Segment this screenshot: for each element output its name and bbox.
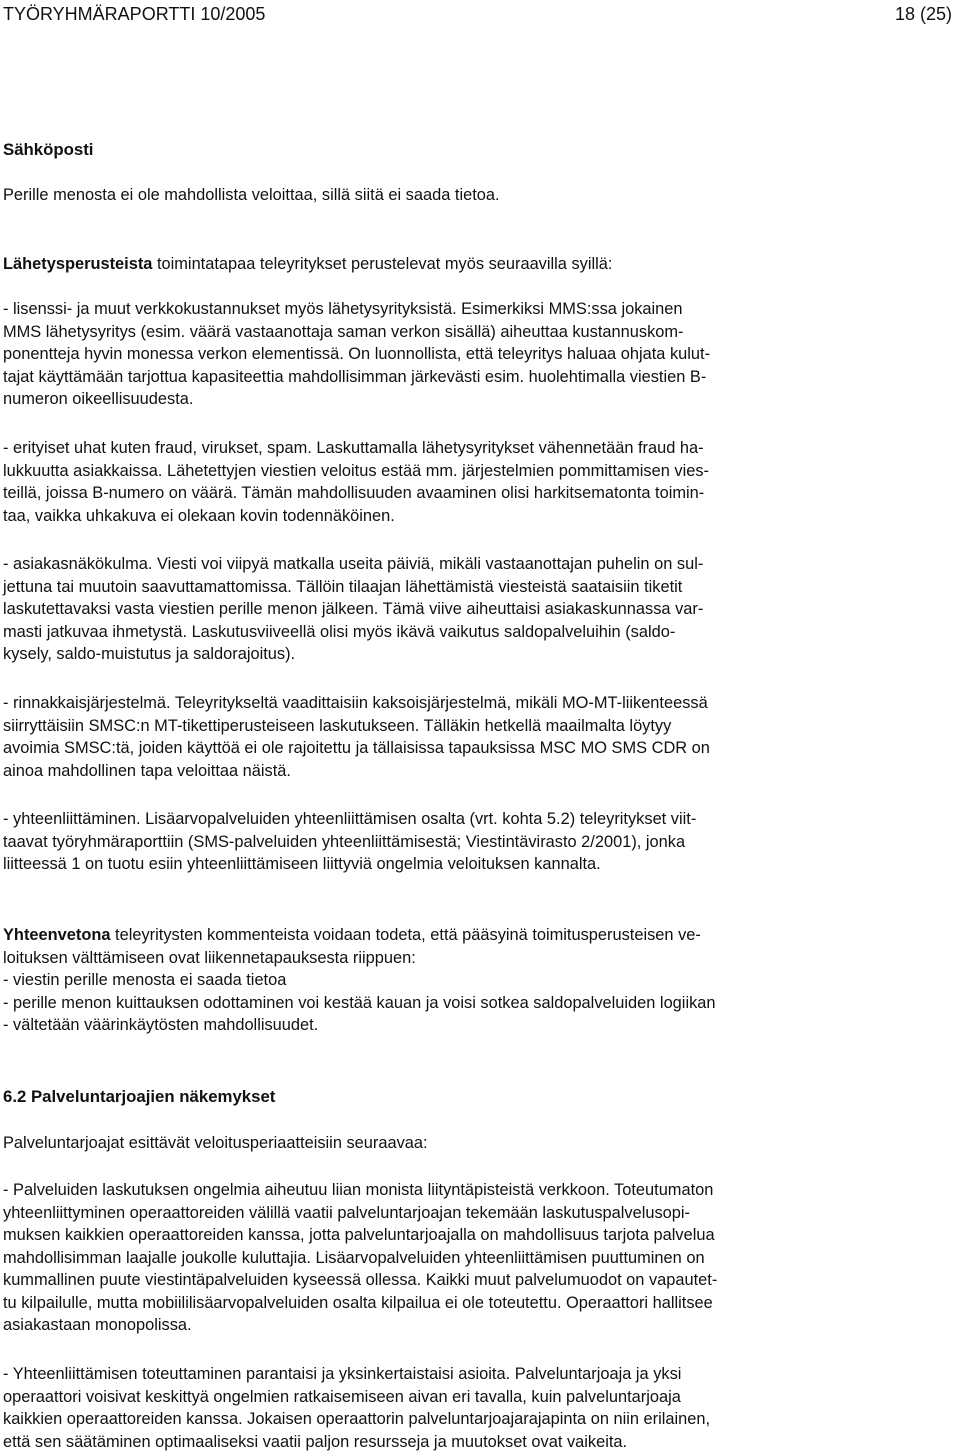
text-line: - rinnakkaisjärjestelmä. Teleyritykseltä vaadittaisiin kaksoisjärjestelmä, mikäli MO-MT-liikenteessä — [3, 694, 708, 712]
text-line: - Yhteenliittämisen toteuttaminen parantaisi ja yksinkertaistaisi asioita. Palveluntarjoaja ja yksi — [3, 1365, 682, 1383]
text-line: - asiakasnäkökulma. Viesti voi viipyä matkalla useita päiviä, mikäli vastaanottajan puhelin on sul- — [3, 555, 704, 573]
threats-paragraph — [3, 437, 955, 527]
text-line: muksen kaikkien operaattoreiden kanssa, jotta palveluntarjoajalla on mahdollisuus tarjota palvelua — [3, 1226, 715, 1244]
text-line: jettuna tai muutoin saavuttamattomissa. Tällöin tilaajan lähettämistä viesteistä saataisiin tiketit — [3, 577, 683, 596]
summary-first-rest: teleyritysten kommenteista voidaan todeta, että pääsyinä toimitusperusteisen ve- — [110, 926, 701, 944]
text-line: masti jatkuvaa ihmetystä. Laskutusviiveellä olisi myös ikävä vaikutus saldopalveluihin (saldo- — [3, 622, 676, 641]
report-title: TYÖRYHMÄRAPORTTI 10/2005 — [3, 4, 266, 24]
text-line: lukkuutta asiakkaissa. Lähetettyjen viestien veloitus estää mm. järjestelmien pommittamisen vies- — [3, 461, 710, 480]
summary-paragraph — [3, 924, 955, 1037]
text-line: asiakastaan monopolissa. — [3, 1316, 192, 1334]
text-line: teillä, joissa B-numero on väärä. Tämän mahdollisuuden avaaminen olisi harkitsematonta toimin- — [3, 484, 705, 502]
text-line: tajat käyttämään tarjottua kapasiteettia mahdollisimman järkevästi esim. huolehtimalla viestien B- — [3, 367, 707, 386]
email-heading: Sähköposti — [3, 140, 94, 159]
text-line: kysely, saldo-muistutus ja saldorajoitus). — [3, 645, 296, 663]
section-6-2-heading: 6.2 Palveluntarjoajien näkemykset — [3, 1087, 276, 1106]
text-line: Perille menosta ei ole mahdollista veloittaa, sillä siitä ei saada tietoa. — [3, 186, 500, 204]
text-line: mahdollisimman laajalle joukolle kuluttajia. Lisäarvopalveluiden yhteenliittämisen puuttuminen on — [3, 1248, 705, 1267]
text-line: Palveluntarjoajat esittävät veloitusperiaatteisiin seuraavaa: — [3, 1134, 428, 1152]
text-line: - perille menon kuittauksen odottaminen voi kestää kauan ja voisi sotkea saldopalveluiden logiikan — [3, 993, 716, 1012]
text-line: - viestin perille menosta ei saada tietoa — [3, 971, 287, 989]
text-line: taavat työryhmäraporttiin (SMS-palveluiden yhteenliittämisestä; Viestintävirasto 2/2001), jonka — [3, 832, 686, 851]
text-line: loituksen välttämiseen ovat liikennetapauksesta riippuen: — [3, 948, 416, 967]
text-line: operaattori voisivat keskittyä ongelmien ratkaisemiseen aivan eri tavalla, kuin palveluntarjoaja — [3, 1387, 681, 1406]
section-6-2-intro — [3, 1132, 955, 1155]
page-number: 18 (25) — [894, 4, 952, 24]
text-line: liitteessä 1 on tuotu esiin yhteenliittämiseen liittyviä ongelmia veloituksen kannalta. — [3, 855, 601, 873]
text-line: numeron oikeellisuudesta. — [3, 390, 194, 408]
page-header — [3, 2, 952, 26]
text-line: ainoa mahdollinen tapa veloittaa näistä. — [3, 761, 291, 780]
text-line: - Palveluiden laskutuksen ongelmia aiheutuu liian monista liityntäpisteistä verkkoon. Toteutumaton — [3, 1181, 714, 1199]
text-line: yhteenliittyminen operaattoreiden välillä vaatii palveluntarjoajan tekemään laskutuspalvelusopi- — [3, 1203, 690, 1222]
text-line: siirryttäisiin SMSC:n MT-tikettiperusteiseen laskutukseen. Tälläkin hetkellä maailmalta löytyy — [3, 716, 672, 735]
text-line: - yhteenliittäminen. Lisäarvopalveluiden yhteenliittämisen osalta (vrt. kohta 5.2) teleyritykset viit- — [3, 810, 697, 828]
text-line: MMS lähetysyritys (esim. väärä vastaanottaja saman verkon sisällä) aiheuttaa kustannuskom- — [3, 322, 684, 341]
parallel-paragraph — [3, 692, 955, 782]
problem-paragraph — [3, 1179, 955, 1337]
improve-paragraph — [3, 1363, 955, 1453]
basis-rest: toimintatapaa teleyritykset perustelevat myös seuraavilla syillä: — [152, 255, 613, 273]
text-line: ponentteja hyvin monessa verkon elementissä. On luonnollista, että teleyritys haluaa ohjata kulut- — [3, 345, 711, 363]
text-line: - lisenssi- ja muut verkkokustannukset myös lähetysyrityksistä. Esimerkiksi MMS:ssa jokainen — [3, 300, 683, 318]
text-line: - erityiset uhat kuten fraud, virukset, spam. Laskuttamalla lähetysyritykset vähennetään fraud ha- — [3, 439, 704, 457]
email-intro — [3, 184, 955, 207]
basis-bold: Lähetysperusteista — [3, 255, 153, 273]
text-line: - vältetään väärinkäytösten mahdollisuudet. — [3, 1016, 319, 1034]
text-line: kummallinen puute viestintäpalveluiden kyseessä ollessa. Kaikki muut palvelumuodot on vapautet- — [3, 1271, 718, 1289]
text-line — [3, 924, 955, 947]
license-paragraph — [3, 298, 955, 411]
text-line: avoimia SMSC:tä, joiden käyttöä ei ole rajoitettu ja tällaisissa tapauksissa MSC MO SMS CDR on — [3, 739, 710, 757]
text-line: tu kilpailulle, mutta mobiililisäarvopalveluiden osalta kilpailua ei ole toteutettu. Operaattori hallitsee — [3, 1293, 713, 1312]
customer-paragraph — [3, 553, 955, 666]
basis-paragraph — [3, 253, 955, 276]
text-line: että sen säätäminen optimaaliseksi vaatii paljon resursseja ja muutokset ovat vaikeita. — [3, 1432, 628, 1451]
summary-bold: Yhteenvetona — [3, 926, 111, 944]
text-line: laskutettavaksi vasta viestien perille menon jälkeen. Tämä viive aiheuttaisi asiakaskunnassa var- — [3, 600, 704, 618]
text-line: kaikkien operaattoreiden kanssa. Jokaisen operaattorin palveluntarjoajarajapinta on niin erilainen, — [3, 1410, 711, 1428]
interconnect-paragraph — [3, 808, 955, 876]
text-line: taa, vaikka uhkakuva ei olekaan kovin todennäköinen. — [3, 506, 395, 525]
text-line — [3, 253, 955, 276]
